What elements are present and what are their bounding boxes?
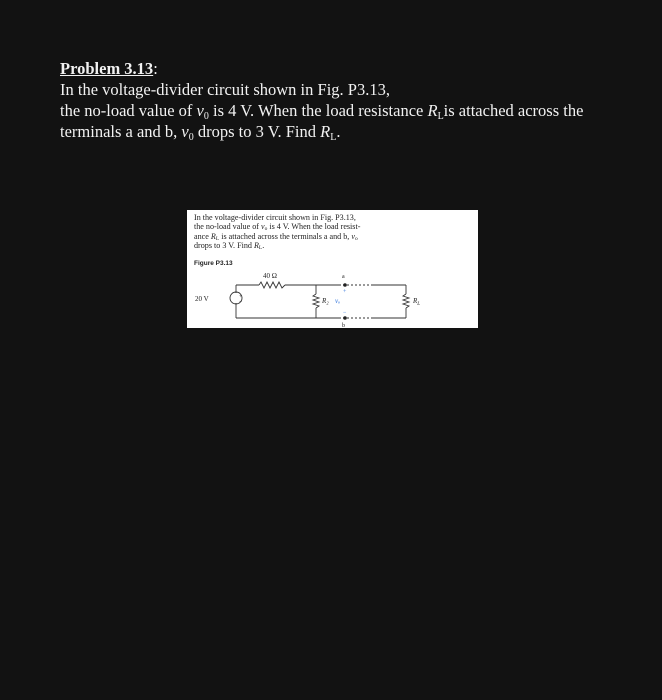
problem-heading [60,58,650,79]
node-b-label: b [342,323,345,328]
text: the no-load value of [194,222,261,232]
source-minus-label: − [239,299,243,305]
text: is attached across the [443,101,584,120]
problem-line-3 [60,121,650,142]
resistor-rl-icon [403,294,409,308]
var-r: R [253,241,259,251]
rl-label-r: R [413,297,418,305]
problem-statement [60,58,650,142]
problem-line-1: In the voltage-divider circuit shown in Fig. P3.13, [60,80,390,99]
circuit-diagram [187,210,478,328]
rl-label [412,297,420,307]
figure-caption: Figure P3.13 [194,260,233,267]
vo-plus-label: + [343,289,347,295]
sub-0: 0 [188,132,194,143]
resistor-r2-icon [313,294,319,308]
text: ance [194,231,211,241]
text: drops to 3 V. Find [193,122,321,141]
resistor-40-icon [259,282,285,288]
var-v: v [196,101,204,120]
terminal-a-dot [343,283,347,287]
text: is attached across the terminals a and b, [219,231,352,241]
text: . [336,122,341,141]
resistor-40-label: 40 Ω [263,272,277,280]
title-colon: : [153,59,158,78]
sub-0: 0 [203,111,209,122]
fig-line-1: In the voltage-divider circuit shown in Fig. P3.13, [194,213,356,222]
text: is 4 V. When the load resist- [267,222,361,232]
source-plus-label: + [239,294,243,300]
textbook-figure-image [187,210,478,328]
sub-l: L [437,111,444,122]
text: the no-load value of [60,101,197,120]
var-v: v [181,122,189,141]
r2-label: R₂ [322,297,329,305]
source-value-label: 20 V [195,295,209,303]
rl-label-sub: L [417,302,421,307]
vo-label: vₒ [335,297,341,305]
sub-o: o [354,235,358,242]
node-a-label: a [342,274,345,280]
sub-o: o [264,226,268,233]
var-r: R [210,231,216,241]
vo-minus-label: − [343,310,347,316]
text: drops to 3 V. Find [194,241,254,251]
problem-line-2 [60,100,650,121]
sub-l: L [258,245,263,252]
var-r: R [320,122,331,141]
terminal-b-dot [343,316,347,320]
var-r: R [427,101,438,120]
sub-l: L [215,235,220,242]
sub-l: L [330,132,337,143]
var-v: v [351,231,355,241]
problem-title: Problem 3.13 [60,59,154,78]
var-v: v [260,222,265,232]
text: is 4 V. When the load resistance [208,101,428,120]
text: . [262,241,265,251]
text: terminals a and b, [60,122,182,141]
